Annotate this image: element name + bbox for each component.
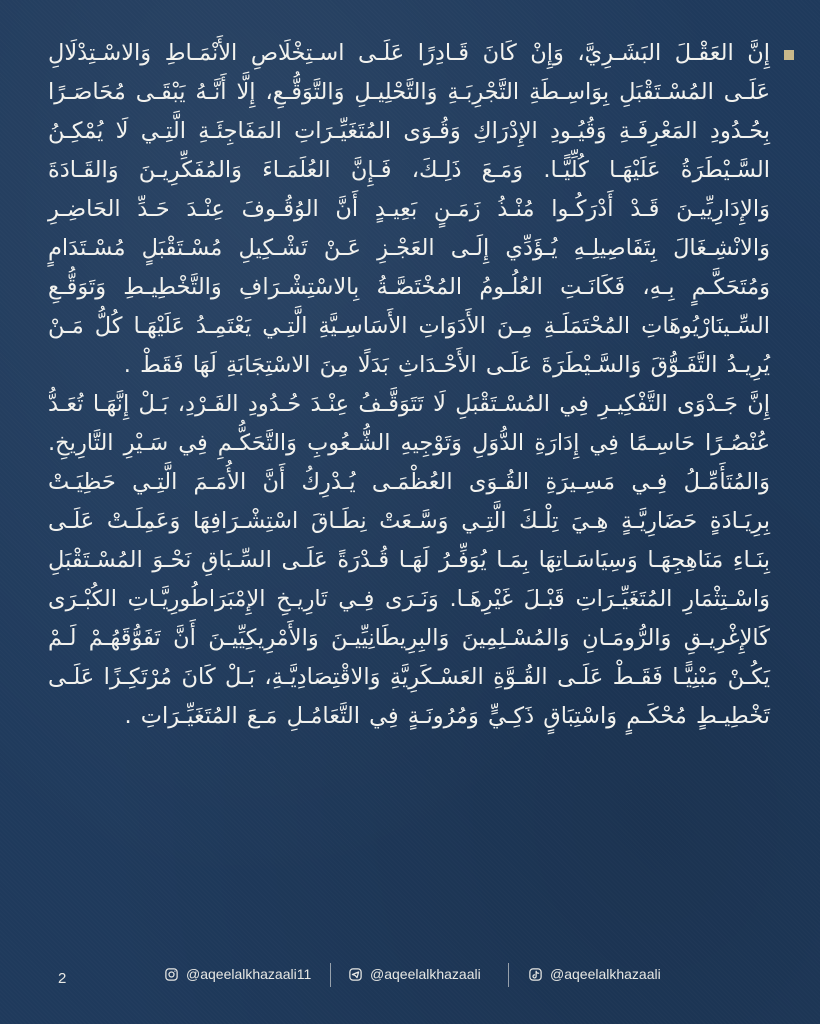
telegram-icon	[348, 967, 363, 982]
page-footer	[0, 960, 820, 1000]
bullet-marker	[784, 50, 794, 60]
instagram-icon	[164, 967, 179, 982]
footer-divider	[330, 963, 331, 987]
page-number: 2	[58, 970, 67, 987]
document-body	[48, 34, 770, 736]
tiktok-handle[interactable]: @aqeelalkhazaali	[550, 966, 661, 982]
social-tiktok[interactable]	[528, 966, 661, 982]
social-instagram[interactable]	[164, 966, 311, 982]
social-telegram[interactable]	[348, 966, 481, 982]
instagram-handle[interactable]: @aqeelalkhazaali11	[186, 966, 312, 982]
telegram-handle[interactable]: @aqeelalkhazaali	[370, 966, 481, 982]
paragraph-2: إِنَّ جَـدْوَى التَّفْكِيـرِ فِي المُسْـتَقْبَلِ لَا تَتَوَقَّـفُ عِنْـدَ حُـدُودِ الفَـرْدِ، بَـلْ إِنَّهَـا تُعَـدُّ عُنْصُـرًا حَاسِـمًا فِي إِدَارَةِ الدُّوَلِ وَتَوْجِيهِ الشُّـعُوبِ وَالتَّحَكُّـمِ فِي سَـيْرِ التَّارِيخِ. وَالمُتَأَمِّـلُ فِـي مَسِـيرَةِ القُـوَى العُظْمَـى يُـدْرِكُ أَنَّ الأُمَـمَ الَّتِـي حَظِيَـتْ بِرِيَـادَةٍ حَضَارِيَّـةٍ هِـيَ تِلْـكَ الَّتِـي وَسَّـعَتْ نِطَـاقَ اسْتِشْـرَافِهَا وَعَمِلَـتْ عَلَـى بِنَـاءِ مَنَاهِجِهَـا وَسِيَاسَـاتِهَا بِمَـا يُوَفِّـرُ لَهَـا قُـدْرَةً عَلَـى السِّـبَاقِ نَحْـوَ المُسْـتَقْبَلِ وَاسْـتِثْمَارِ المُتَغَيِّـرَاتِ قَبْـلَ غَيْرِهَـا. وَنَـرَى فِـي تَارِيـخِ الإِمْبَرَاطُورِيَّـاتِ الكُبْـرَى كَالإِغْرِيـقِ وَالرُّومَـانِ وَالمُسْـلِمِينَ وَالبِرِيطَانِيِّيـنَ وَالأَمْرِيكِيِّيـنَ أَنَّ تَفَوُّقَهُـمْ لَـمْ يَكُـنْ مَبْنِيًّـا فَقَـطْ عَلَـى القُـوَّةِ العَسْـكَرِيَّةِ وَالاقْتِصَادِيَّـةِ، بَـلْ كَانَ مُرْتَكِـزًا عَلَـى تَخْطِيـطٍ مُحْكَـمٍ وَاسْتِبَاقٍ ذَكِـيٍّ وَمُرُونَـةٍ فِي التَّعَامُـلِ مَـعَ المُتَغَيِّـرَاتِ .	[48, 391, 770, 729]
footer-divider	[508, 963, 509, 987]
paragraph-1: إِنَّ العَقْـلَ البَشَـرِيَّ، وَإِنْ كَانَ قَـادِرًا عَلَـى اسـتِخْلَاصِ الأَنْمَـاطِ وَالاسْـتِدْلَالِ عَلَـى المُسْـتَقْبَلِ بِوَاسِـطَةِ التَّجْرِبَـةِ وَالتَّحْلِيـلِ وَالتَّوَقُّـعِ، إِلَّا أَنَّـهُ يَبْقَـى مُحَاصَـرًا بِحُـدُودِ المَعْرِفَـةِ وَقُيُـودِ الإِدْرَاكِ وَقُـوَى المُتَغَيِّـرَاتِ المَفَاجِئَـةِ الَّتِـي لَا يُمْكِـنُ السَّـيْطَرَةُ عَلَيْهَـا كُلِّيًّـا. وَمَـعَ ذَلِـكَ، فَـإِنَّ العُلَمَـاءَ وَالمُفَكِّرِيـنَ وَالقَـادَةَ وَالإِدَارِيِّيـنَ قَـدْ أَدْرَكُـوا مُنْـذُ زَمَـنٍ بَعِيـدٍ أَنَّ الوُقُـوفَ عِنْـدَ حَـدِّ الحَاضِـرِ وَالانْشِـغَالَ بِتَفَاصِيلِـهِ يُـؤَدِّي إِلَـى العَجْـزِ عَـنْ تَشْـكِيلِ مُسْـتَقْبَلٍ مُسْـتَدَامٍ وَمُتَحَكَّـمٍ بِـهِ، فَكَانَـتِ العُلُـومُ المُخْتَصَّـةُ بِالاسْتِشْـرَافِ وَالتَّخْطِيـطِ وَتَوَقُّـعِ السِّـينَارْيُوهَاتِ المُحْتَمَلَـةِ مِـنَ الأَدَوَاتِ الأَسَاسِـيَّةِ الَّتِـي يَعْتَمِـدُ عَلَيْهَـا كُلُّ مَـنْ يُرِيـدُ التَّفَـوُّقَ وَالسَّـيْطَرَةَ عَلَـى الأَحْـدَاثِ بَدَلًا مِنَ الاسْتِجَابَةِ لَهَا فَقَطْ .	[48, 40, 770, 378]
tiktok-icon	[528, 967, 543, 982]
